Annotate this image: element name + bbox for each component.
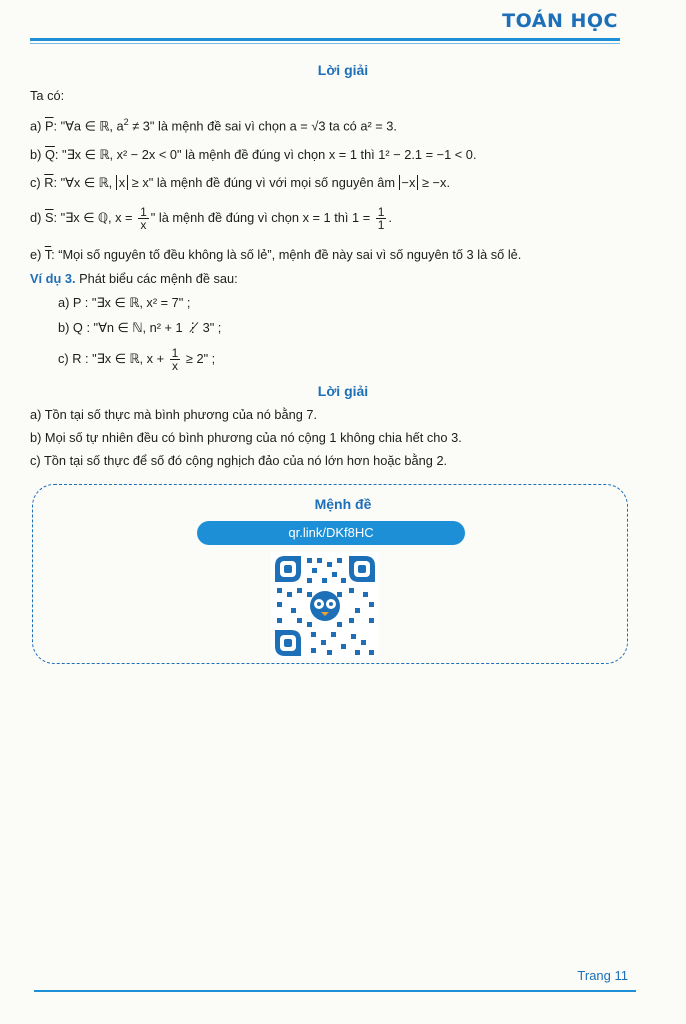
header-rule-thin: [30, 43, 620, 44]
footer-rule: [34, 990, 636, 992]
header-rule: [30, 38, 620, 41]
solution-item-a: a) $\overline{P}$: "∀a ∈ ℝ, $a^2 \ne 3$" là mệnh đề sai vì chọn a = √3 ta có a² = 3.: [30, 117, 397, 134]
solution-item-b: b) $\overline{Q}$: "∃x ∈ ℝ, x² − 2x < 0" là mệnh đề đúng vì chọn x = 1 thì 1² − 2.1 = −1 < 0.: [30, 147, 477, 162]
example-item-a: a) P : "∃x ∈ ℝ, x² = 7" ;: [58, 295, 191, 310]
solution-item-e: e) $\overline{T}$: “Mọi số nguyên tố đều không là số lẻ”, mệnh đề này sai vì số nguyên tố 3 là số lẻ.: [30, 247, 522, 262]
qr-title: Mệnh đề: [314, 496, 372, 512]
qr-code[interactable]: [271, 552, 379, 660]
page-number: Trang 11: [577, 968, 628, 983]
example-item-c: c) R : "∃x ∈ ℝ, x + $\frac{1}{x}$ ≥ 2" ;: [58, 346, 216, 373]
solution2-item-c: c) Tồn tại số thực để số đó cộng nghịch đảo của nó lớn hơn hoặc bằng 2.: [30, 453, 448, 468]
solution2-item-b: b) Mọi số tự nhiên đều có bình phương của nó cộng 1 không chia hết cho 3.: [30, 430, 462, 445]
intro-text: Ta có:: [30, 88, 65, 103]
subject-title: TOÁN HỌC: [502, 10, 618, 32]
solution-item-d: d) $\overline{S}$: "∃x ∈ ℚ, x = $\frac{1}{x}$ " là mệnh đề đúng vì chọn x = 1 thì 1 = $\frac{1}{1}$ .: [30, 205, 392, 232]
qr-link-button[interactable]: qr.link/DKf8HC: [197, 521, 465, 545]
solution-item-c: c) $\overline{R}$: "∀x ∈ ℝ, x ≥ x" là mệnh đề đúng vì với mọi số nguyên âm −x ≥ −x.: [30, 175, 450, 190]
solution2-item-a: a) Tồn tại số thực mà bình phương của nó bằng 7.: [30, 407, 318, 422]
example-item-b: b) Q : "∀n ∈ ℕ, n² + 1 ⋮̸ 3" ;: [58, 320, 222, 335]
qr-code-icon: [271, 552, 379, 660]
solution-title: Lời giải: [317, 62, 369, 78]
solution-title-2: Lời giải: [317, 383, 369, 399]
example-heading: Ví dụ 3. Phát biểu các mệnh đề sau:: [30, 271, 238, 286]
